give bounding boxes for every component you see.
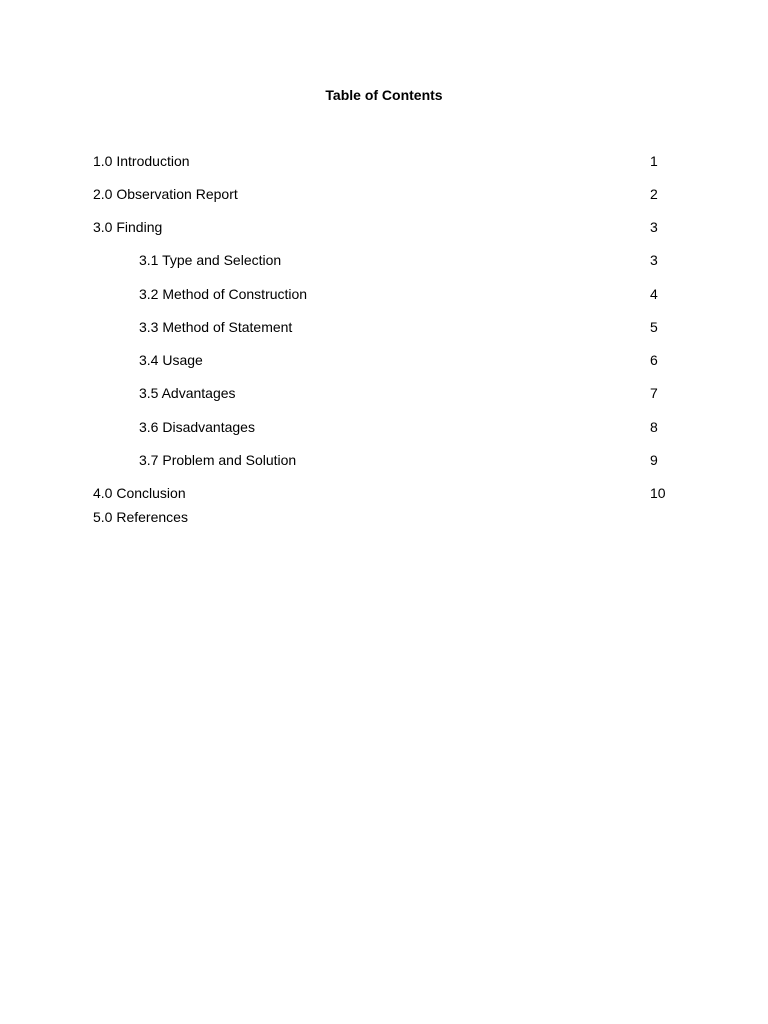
toc-entry-finding bbox=[0, 217, 768, 237]
toc-entry-label: 3.5 Advantages bbox=[139, 385, 236, 401]
toc-entry-page-number: 3 bbox=[650, 219, 658, 235]
toc-entry-label: 3.2 Method of Construction bbox=[139, 286, 308, 302]
toc-entry-method-of-construction bbox=[0, 284, 768, 304]
toc-entry-page-number: 5 bbox=[650, 319, 658, 335]
toc-entry-problem-and-solution bbox=[0, 450, 768, 470]
toc-entry-conclusion bbox=[0, 483, 768, 503]
toc-entry-advantages bbox=[0, 383, 768, 403]
toc-entry-label: 3.0 Finding bbox=[93, 219, 163, 235]
toc-entry-method-of-statement bbox=[0, 317, 768, 337]
toc-entry-label: 3.3 Method of Statement bbox=[139, 319, 293, 335]
toc-entry-observation-report bbox=[0, 184, 768, 204]
toc-entry-label: 4.0 Conclusion bbox=[93, 485, 186, 501]
toc-entry-references bbox=[0, 507, 768, 527]
toc-entry-label: 1.0 Introduction bbox=[93, 153, 190, 169]
toc-entry-page-number: 9 bbox=[650, 452, 658, 468]
toc-entry-disadvantages bbox=[0, 417, 768, 437]
toc-entry-page-number: 6 bbox=[650, 352, 658, 368]
toc-entry-label: 2.0 Observation Report bbox=[93, 186, 238, 202]
toc-entry-page-number: 1 bbox=[650, 153, 658, 169]
toc-entry-page-number: 10 bbox=[650, 485, 666, 501]
toc-entry-page-number: 4 bbox=[650, 286, 658, 302]
toc-entry-label: 5.0 References bbox=[93, 509, 188, 525]
toc-entry-usage bbox=[0, 350, 768, 370]
toc-entry-page-number: 7 bbox=[650, 385, 658, 401]
toc-entry-label: 3.4 Usage bbox=[139, 352, 203, 368]
toc-entry-introduction bbox=[0, 151, 768, 171]
toc-entry-label: 3.1 Type and Selection bbox=[139, 252, 282, 268]
toc-entry-label: 3.7 Problem and Solution bbox=[139, 452, 297, 468]
toc-entry-type-and-selection bbox=[0, 250, 768, 270]
toc-entry-label: 3.6 Disadvantages bbox=[139, 419, 255, 435]
toc-entry-page-number: 2 bbox=[650, 186, 658, 202]
toc-entry-page-number: 8 bbox=[650, 419, 658, 435]
toc-entry-page-number: 3 bbox=[650, 252, 658, 268]
page-title: Table of Contents bbox=[325, 87, 443, 103]
